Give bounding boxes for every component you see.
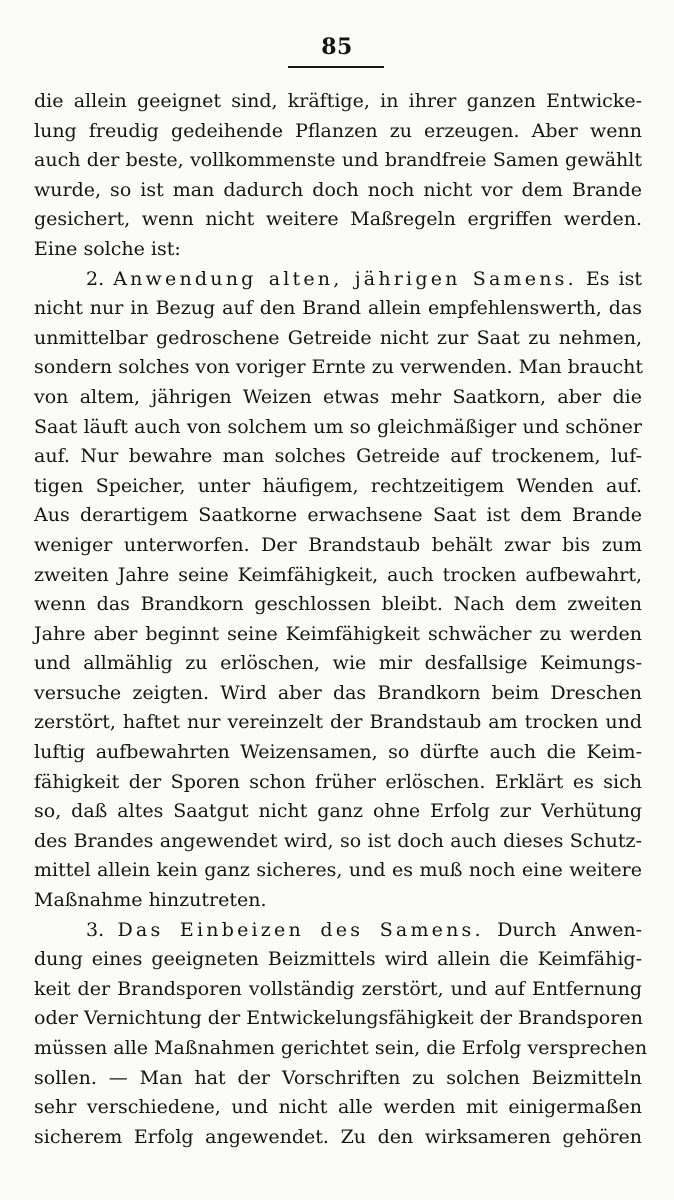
- section-heading: Das Einbeizen des Samens.: [117, 918, 484, 941]
- section-number: 3.: [86, 918, 105, 941]
- text-line: zerstört, haftet nur vereinzelt der Brandstaub am trocken und: [34, 711, 642, 734]
- text-line: so, daß altes Saatgut nicht ganz ohne Erfolg zur Verhütung: [34, 800, 642, 823]
- text-line: sollen. — Man hat der Vorschriften zu solchen Beizmitteln: [34, 1066, 642, 1089]
- text-line: Eine solche ist:: [34, 237, 181, 260]
- section-heading-line: [34, 916, 642, 946]
- text-line: luftig aufbewahrten Weizensamen, so dürfte auch die Keim-: [34, 741, 642, 764]
- text-line: lung freudig gedeihende Pflanzen zu erzeugen. Aber wenn: [34, 119, 642, 142]
- text-line: die allein geeignet sind, kräftige, in ihrer ganzen Entwicke-: [34, 90, 642, 112]
- section-lead-text: Es ist: [585, 267, 643, 290]
- text-line: mittel allein kein ganz sicheres, und es muß noch eine weitere: [34, 859, 642, 882]
- section-number: 2.: [86, 267, 105, 290]
- section-lead-text: Durch Anwen-: [497, 918, 642, 941]
- page-number-rule: [288, 66, 384, 68]
- text-line: Aus derartigem Saatkorne erwachsene Saat ist dem Brande: [34, 504, 642, 527]
- text-line: keit der Brandsporen vollständig zerstört, und auf Entfernung: [34, 977, 642, 1000]
- text-line: des Brandes angewendet wird, so ist doch auch dieses Schutz-: [34, 829, 642, 852]
- text-line: Jahre aber beginnt seine Keimfähigkeit schwächer zu werden: [34, 622, 642, 645]
- text-line: sondern solches von voriger Ernte zu verwenden. Man braucht: [34, 356, 643, 379]
- text-line: müssen alle Maßnahmen gerichtet sein, die Erfolg versprechen: [34, 1037, 648, 1059]
- text-line: gesichert, wenn nicht weitere Maßregeln ergriffen werden.: [34, 208, 642, 231]
- text-line: weniger unterworfen. Der Brandstaub behält zwar bis zum: [34, 533, 642, 556]
- text-line: unmittelbar gedroschene Getreide nicht zur Saat zu nehmen,: [34, 326, 642, 349]
- text-line: auf. Nur bewahre man solches Getreide auf trockenem, luf-: [34, 445, 642, 468]
- text-line: zweiten Jahre seine Keimfähigkeit, auch trocken aufbewahrt,: [34, 563, 642, 586]
- text-line: wenn das Brandkorn geschlossen bleibt. Nach dem zweiten: [34, 593, 642, 616]
- text-line: Maßnahme hinzutreten.: [34, 889, 267, 912]
- text-line: versuche zeigten. Wird aber das Brandkorn beim Dreschen: [34, 681, 642, 704]
- body-text: [34, 87, 648, 1152]
- text-line: von altem, jährigen Weizen etwas mehr Saatkorn, aber die: [34, 385, 642, 408]
- page-number: 85: [321, 34, 353, 60]
- text-line: tigen Speicher, unter häufigem, rechtzeitigem Wenden auf.: [34, 474, 642, 497]
- section-heading-line: [34, 265, 642, 295]
- text-line: dung eines geeigneten Beizmittels wird allein die Keimfähig-: [34, 948, 642, 971]
- text-line: nicht nur in Bezug auf den Brand allein empfehlenswerth, das: [34, 297, 642, 320]
- text-line: fähigkeit der Sporen schon früher erlöschen. Erklärt es sich: [34, 770, 642, 793]
- text-line: auch der beste, vollkommenste und brandfreie Samen gewählt: [34, 149, 642, 172]
- text-line: Saat läuft auch von solchem um so gleichmäßiger und schöner: [34, 415, 642, 438]
- text-line: sehr verschiedene, und nicht alle werden mit einigermaßen: [34, 1096, 642, 1119]
- text-line: oder Vernichtung der Entwickelungsfähigkeit der Brandsporen: [34, 1007, 643, 1030]
- text-line: wurde, so ist man dadurch doch noch nicht vor dem Brande: [34, 178, 642, 201]
- section-heading: Anwendung alten, jährigen Samens.: [113, 267, 577, 290]
- text-line: und allmählig zu erlöschen, wie mir desfallsige Keimungs-: [34, 652, 642, 675]
- text-line: sicherem Erfolg angewendet. Zu den wirksameren gehören: [34, 1125, 642, 1148]
